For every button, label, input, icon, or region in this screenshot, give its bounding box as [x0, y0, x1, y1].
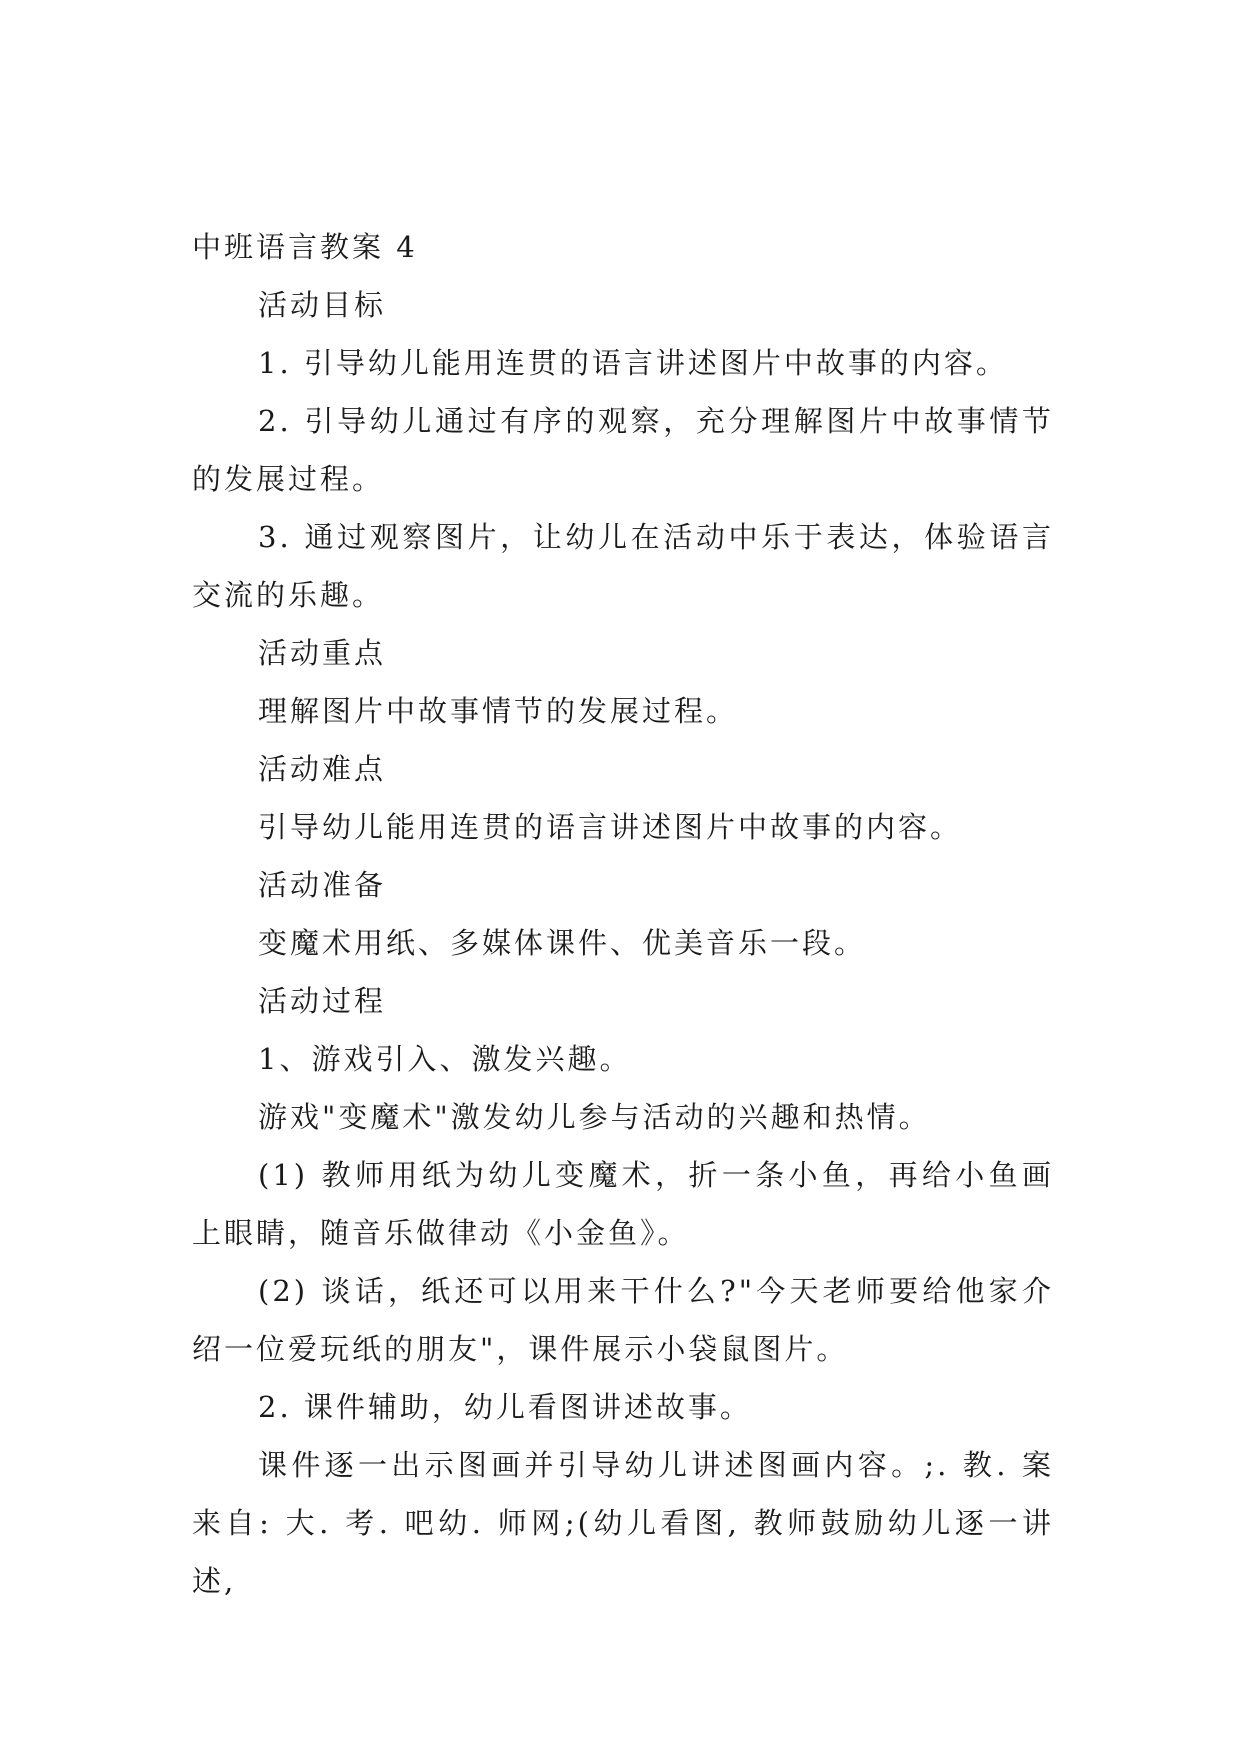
goal-item-2: 2. 引导幼儿通过有序的观察，充分理解图片中故事情节的发展过程。	[192, 404, 1054, 496]
document-body	[192, 218, 1054, 1610]
heading-activity-preparation: 活动准备	[258, 868, 387, 902]
process-step-2-text: 课件逐一出示图画并引导幼儿讲述图画内容。;. 教. 案来自: 大. 考. 吧幼. 师网;(幼儿看图, 教师鼓励幼儿逐一讲述,	[192, 1448, 1054, 1598]
process-substep-2: (2) 谈话，纸还可以用来干什么?"今天老师要给他家介绍一位爱玩纸的朋友"，课件展示小袋鼠图片。	[192, 1274, 1054, 1366]
process-substep-1: (1) 教师用纸为幼儿变魔术，折一条小鱼，再给小鱼画上眼睛，随音乐做律动《小金鱼》。	[192, 1158, 1054, 1250]
activity-difficulty-text: 引导幼儿能用连贯的语言讲述图片中故事的内容。	[258, 810, 963, 844]
process-step-1: 1、游戏引入、激发兴趣。	[258, 1042, 632, 1076]
goal-item-3: 3. 通过观察图片，让幼儿在活动中乐于表达，体验语言交流的乐趣。	[192, 520, 1054, 612]
heading-activity-focus: 活动重点	[258, 636, 387, 670]
activity-focus-text: 理解图片中故事情节的发展过程。	[258, 694, 739, 728]
activity-preparation-text: 变魔术用纸、多媒体课件、优美音乐一段。	[258, 926, 867, 960]
heading-activity-process: 活动过程	[258, 984, 387, 1018]
goal-item-1: 1. 引导幼儿能用连贯的语言讲述图片中故事的内容。	[258, 346, 1008, 380]
process-step-1-text: 游戏"变魔术"激发幼儿参与活动的兴趣和热情。	[258, 1100, 931, 1134]
heading-activity-difficulty: 活动难点	[258, 752, 387, 786]
document-title: 中班语言教案 4	[192, 230, 418, 264]
heading-activity-goals: 活动目标	[258, 288, 387, 322]
process-step-2: 2. 课件辅助，幼儿看图讲述故事。	[258, 1390, 752, 1424]
